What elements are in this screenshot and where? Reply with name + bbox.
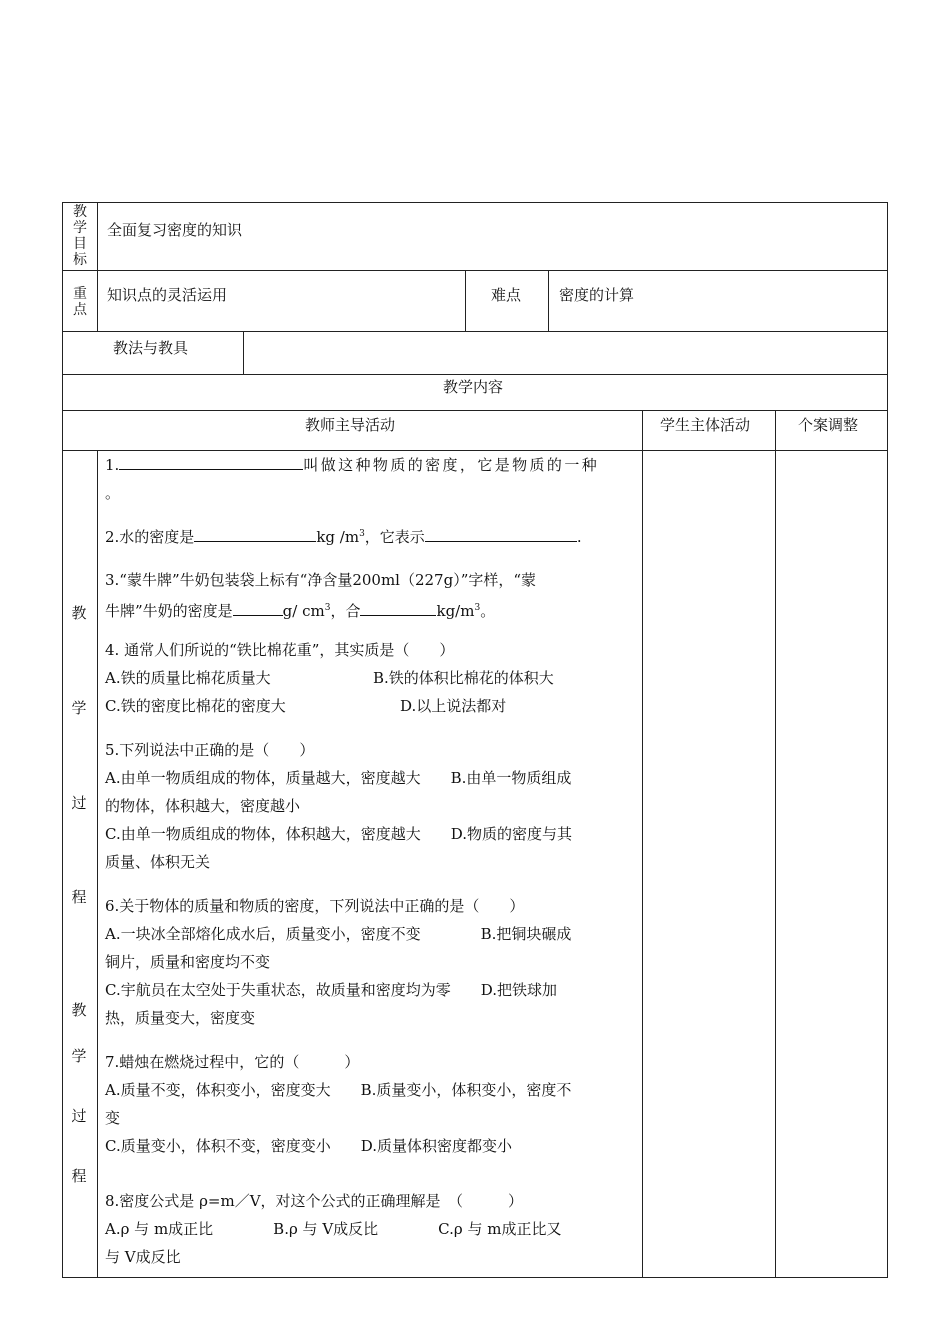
question-1: 1. 叫做这种物质的密度，它是物质的一种 。 [105,451,635,507]
col-divider [465,270,466,331]
answer-blank[interactable] [119,453,303,470]
question-3: 3.“蒙牛牌”牛奶包装袋上标有“净含量200ml（227g）”字样，“蒙 牛牌”牛奶的密度是 g/ $cm^3$，合 $kg/m^3$。 [105,571,537,620]
question-8: 8.密度公式是 ρ=m／V，对这个公式的正确理解是 （ ） A.ρ 与 m成正比 B.ρ 与 V成反比 C.ρ 与 m成正比又 与 V成反比 [105,1192,562,1266]
answer-blank[interactable] [425,525,577,542]
row-divider [62,331,888,332]
content-heading: 教学内容 [443,378,504,396]
adjust-column-header: 个案调整 [798,416,859,434]
question-5: 5.下列说法中正确的是（ ） A.由单一物质组成的物体，质量越大，密度越大 B.由单一物质组成 的物体，体积越大，密度越小 C.由单一物质组成的物体，体积越大，密度越大 D.物质的密度与其 质量、体积无关 [105,741,572,871]
row-divider [62,374,888,375]
col-divider [775,410,776,1278]
col-divider [548,270,549,331]
question-7: 7.蜡烛在燃烧过程中，它的（ ） A.质量不变，体积变小，密度变大 B.质量变小，体积变小，密度不 变 C.质量变小，体积不变，密度变小 D.质量体积密度都变小 [105,1053,572,1155]
answer-blank[interactable] [360,599,436,616]
question-4: 4. 通常人们所说的“铁比棉花重”，其实质是（ ） A.铁的质量比棉花质量大 B.铁的体积比棉花的体积大 C.铁的密度比棉花的密度大 D.以上说法都对 [105,641,554,715]
question-6: 6.关于物体的质量和物质的密度，下列说法中正确的是（ ） A.一块冰全部熔化成水后，质量变小，密度不变 B.把铜块碾成 铜片，质量和密度均不变 C.宇航员在太空处于失重状态，故质量和密度均为零 D.把铁球加 热，质量变大，密度变 [105,897,572,1027]
method-label: 教法与教具 [113,339,189,357]
answer-blank[interactable] [194,525,316,542]
col-divider [97,450,98,1278]
difficulty-text: 密度的计算 [559,286,635,304]
teacher-column-header: 教师主导活动 [305,416,396,434]
difficulty-label: 难点 [491,286,522,304]
col-divider [642,410,643,1278]
answer-blank[interactable] [233,599,283,616]
row-divider [62,410,888,411]
question-2: 2.水的密度是 kg $/m^3$，它表示 . [105,520,635,551]
student-column-header: 学生主体活动 [660,416,751,434]
col-divider [243,331,244,374]
objective-text: 全面复习密度的知识 [107,221,243,239]
row-divider [62,270,888,271]
objective-label: 教 学 目 标 [73,204,87,268]
key-point-label: 重 点 [73,286,87,318]
key-point-text: 知识点的灵活运用 [107,286,228,304]
col-divider [97,202,98,331]
